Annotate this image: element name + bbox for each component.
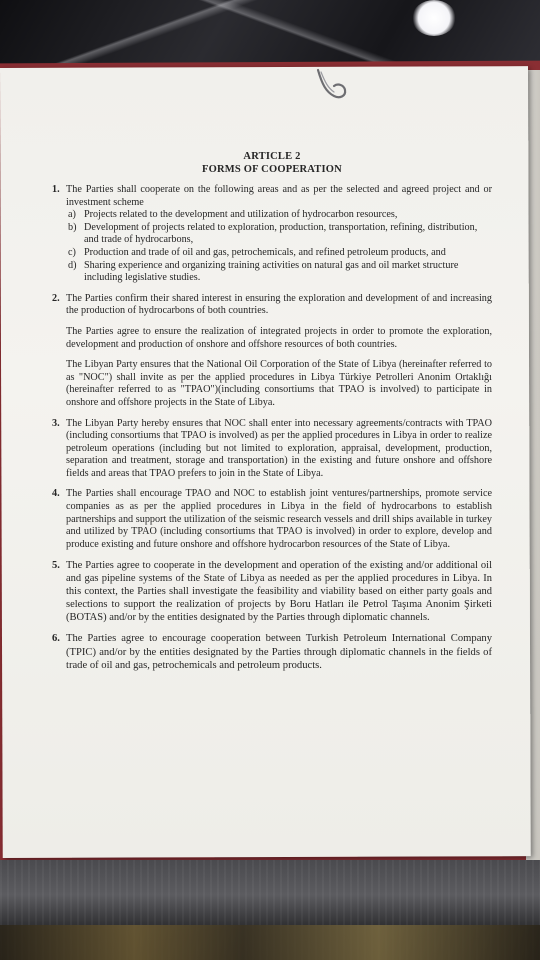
clause-3: [52, 418, 492, 481]
ceiling-light-reflection: [412, 0, 456, 36]
sub-item: [66, 260, 492, 285]
paper-clip-icon: [312, 66, 352, 106]
clause-paragraph: The Parties agree to encourage cooperation between Turkish Petroleum International Company (TPIC) and/or by the entities designated by the Parties through diplomatic channels in the fields of trade of oil and gas, petrochemicals and petroleum products.: [66, 633, 492, 671]
sub-item-text: Production and trade of oil and gas, petrochemicals, and refined petroleum products, and: [84, 246, 446, 258]
clause-paragraph: The Parties agree to cooperate in the development and operation of the existing and/or additional oil and gas pipeline systems of the State of Libya as needed as per the applied procedures in Libya. In this context, the Parties shall investigate the feasibility and viability based on either party goals and selections to support the realization of projects by Boru Hatları ile Petrol Taşıma Anonim Şirketi (BOTAS) and/or by the entities designated by the Parties through diplomatic channels.: [66, 560, 492, 624]
clause-4: [52, 488, 492, 551]
article-content: [52, 150, 492, 672]
clause-number: 4.: [52, 488, 60, 500]
sub-item-text: Projects related to the development and utilization of hydrocarbon resources,: [84, 209, 398, 221]
clause-paragraph: The Parties shall cooperate on the following areas and as per the selected and agreed project and or investment scheme: [66, 184, 492, 208]
clause-paragraph: The Parties confirm their shared interest in ensuring the exploration and development of and increasing the production of hydrocarbons of both countries.: [66, 292, 492, 317]
clause-number: 2.: [52, 292, 60, 304]
sub-item-letter: b): [68, 221, 77, 233]
clause-1: [52, 184, 492, 285]
clause-5: [52, 559, 492, 624]
clause-number: 6.: [52, 633, 60, 645]
clause-2: [52, 293, 492, 410]
sub-item-letter: c): [68, 246, 76, 258]
sub-item: [66, 209, 492, 222]
sub-item-letter: a): [68, 209, 76, 221]
sub-item-letter: d): [68, 259, 77, 271]
sub-item: [66, 247, 492, 260]
clause-paragraph: The Parties agree to ensure the realization of integrated projects in order to promote the exploration, development and production of onshore and offshore resources of both countries.: [66, 325, 492, 350]
clause-number: 1.: [52, 184, 60, 195]
article-title: FORMS OF COOPERATION: [202, 164, 342, 175]
clause-paragraph: The Libyan Party hereby ensures that NOC shall enter into necessary agreements/contracts with TPAO (including consortiums that TPAO is involved) as per the applied procedures in Libya in order to realize petroleum operations (including but not limited to exploration, appraisal, development, production, separation and treatment, storage and transportation) in the existing and future onshore and offshore fields and areas that TPAO prefers to join in the State of Libya.: [66, 417, 492, 479]
carpet-pattern: [0, 925, 540, 960]
clause-number: 5.: [52, 560, 60, 572]
sub-item-text: Development of projects related to exploration, production, transportation, refining, distribution, and trade of hydrocarbons,: [84, 221, 478, 246]
clause-paragraph: The Parties shall encourage TPAO and NOC to establish joint ventures/partnerships, promote service companies as as per the applied procedures in Libya in the field of hydrocarbons to establish partnerships and support the utilization of the seismic research vessels and drill ships available in turkey and utilized by TPAO (including consortiums that TPAO is involved) in order to explore, develop and produce existing and future onshore and offshore hydrocarbon resources of the State of Libya.: [66, 488, 492, 550]
clause-sublist: [66, 209, 492, 285]
sub-item: [66, 222, 492, 247]
clause-number: 3.: [52, 417, 60, 429]
sub-item-text: Sharing experience and organizing training activities on natural gas and oil market structure including legislative studies.: [84, 259, 459, 284]
clause-6: [52, 632, 492, 672]
article-number: ARTICLE 2: [243, 151, 301, 162]
clause-paragraph: The Libyan Party ensures that the National Oil Corporation of the State of Libya (hereinafter referred to as "NOC") shall invite as per the applied procedures in Libya Türkiye Petrolleri Anonim Ortaklığı (hereinafter referred to as "TPAO")(including consortiums that TPAO is involved) to participate in onshore and offshore projects in the State of Libya.: [66, 359, 492, 408]
